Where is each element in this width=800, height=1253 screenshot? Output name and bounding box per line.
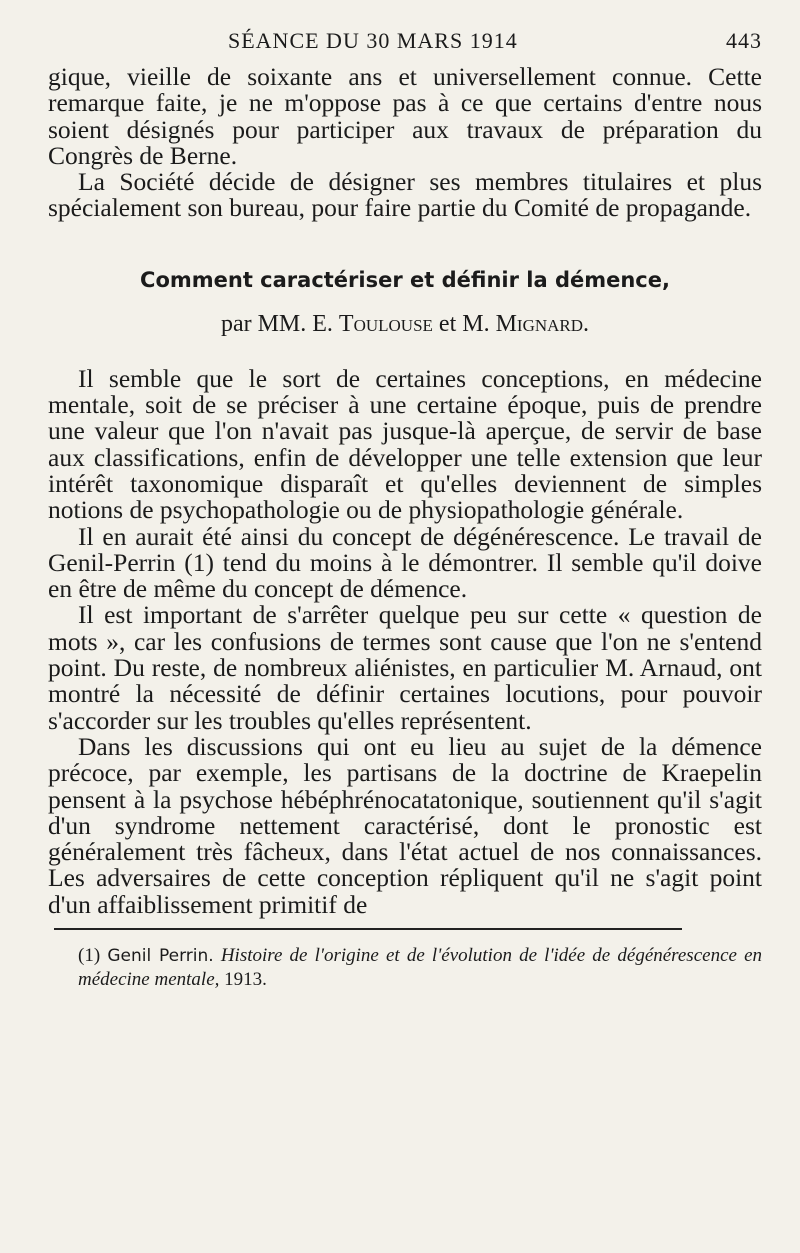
footnote	[48, 944, 762, 992]
article-paragraph-3: Il est important de s'arrêter quelque peu sur cette « question de mots », car les confusions de termes sont cause que l'on ne s'entend point. Du reste, de nombreux aliénistes, en particulier M. Arnaud, ont montré la nécessité de définir certaines locutions, pour pouvoir s'accorder sur les troubles qu'elles représentent.	[48, 600, 762, 735]
footnote-author: Genil Perrin.	[107, 946, 214, 967]
running-title: SÉANCE DU 30 MARS 1914	[228, 28, 518, 53]
article-body	[48, 363, 762, 919]
article-title: Comment caractériser et définir la démence,	[140, 267, 670, 292]
footnote-year: 1913.	[224, 969, 267, 991]
article-paragraph-2: Il en aurait été ainsi du concept de dégénérescence. Le travail de Genil-Perrin (1) tend du moins à le démontrer. Il semble qu'il doive en être de même du concept de démence.	[48, 521, 762, 604]
footnote-marker: (1)	[78, 945, 101, 967]
byline-author-2: Mignard.	[495, 310, 590, 337]
intro-paragraph-2: La Société décide de désigner ses membres titulaires et plus spécialement son bureau, pour faire partie du Comité de propagande.	[48, 167, 762, 223]
running-header	[48, 28, 762, 54]
article-paragraph-1: Il semble que le sort de certaines conceptions, en médecine mentale, soit de se préciser à une certaine époque, puis de prendre une valeur que l'on n'avait pas jusque-là aperçue, de servir de base aux classifications, enfin de développer une telle extension que leur intérêt taxonomique disparaît et qu'elles deviennent de simples notions de psychopathologie ou de physiopathologie générale.	[48, 363, 762, 525]
footnote-work: Histoire de l'origine et de l'évolution de l'idée de dégénérescence en médecine mentale,	[78, 945, 763, 991]
article-paragraph-4: Dans les discussions qui ont eu lieu au sujet de la démence précoce, par exemple, les partisans de la doctrine de Kraepelin pensent à la psychose hébéphrénocatatonique, soutiennent qu'il s'agit d'un syndrome nettement caractérisé, dont le pronostic est généralement très fâcheux, dans l'état actuel de nos connaissances. Les adversaires de cette conception répliquent qu'il ne s'agit point d'un affaiblissement primitif de	[48, 731, 762, 919]
article-byline	[48, 310, 762, 338]
intro-paragraph-1: gique, vieille de soixante ans et universellement connue. Cette remarque faite, je ne m'oppose pas à ce que certains d'entre nous soient désignés pour participer aux travaux de préparation du Congrès de Berne.	[48, 62, 762, 170]
footnote-divider	[54, 928, 682, 930]
intro-text	[48, 64, 762, 222]
byline-mid: et M.	[438, 310, 490, 337]
byline-author-1: Toulouse	[338, 310, 433, 337]
byline-prefix: par MM. E.	[220, 310, 333, 337]
page-number: 443	[726, 28, 762, 53]
